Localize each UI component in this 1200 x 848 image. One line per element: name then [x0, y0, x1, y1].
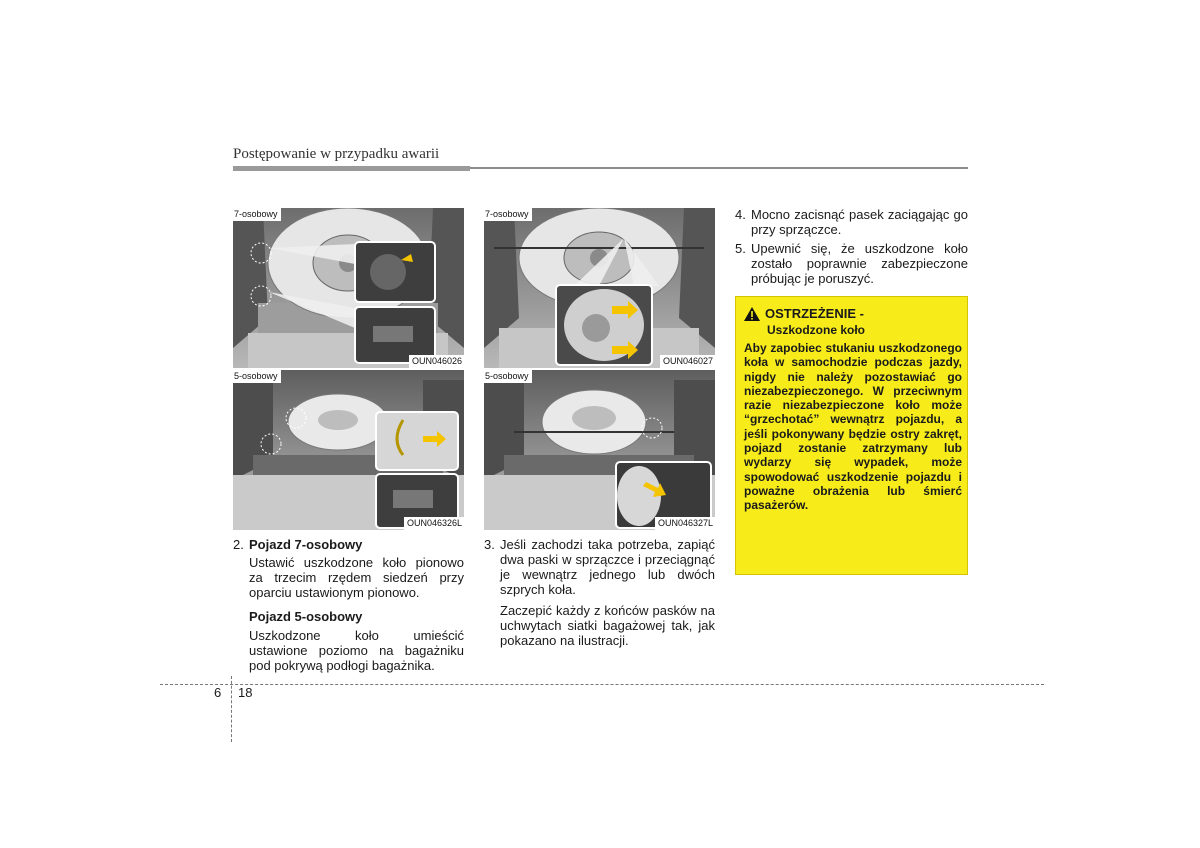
item-4-number: 4. — [735, 207, 746, 222]
warning-body: Aby zapobiec stukaniu uszkodzonego koła w samochodzie podczas jazdy, nigdy nie należy pozostawiać go niezabezpieczonego. W przeciwnym razie niezabezpieczone koło może “grzechotać” wewnątrz pojazdu, a jeśli pokonywany będzie ostry zakręt, pojazd zostanie zatrzymany lub wydarzy się wypadek, może spowodować uszkodzenie pojazdu i poważne obrażenia lub śmierć pasażerów. — [744, 341, 962, 513]
item-2-number: 2. — [233, 537, 244, 552]
col2-text — [484, 537, 715, 648]
item-2 — [233, 537, 464, 552]
figure-5-seat-wheel-flat — [233, 370, 464, 530]
item-4-text: Mocno zacisnąć pasek zaciągając go przy sprzączce. — [751, 207, 968, 237]
page-header-title: Postępowanie w przypadku awarii — [233, 146, 440, 162]
figure-code: OUN046326L — [404, 517, 464, 530]
figure-code: OUN046027 — [660, 355, 715, 368]
item-3-text: Jeśli zachodzi taka potrzeba, zapiąć dwa paski w sprzączce i przeciągnąć je wewnątrz jednego lub dwóch szprych koła. — [500, 537, 715, 597]
figure-7-seat-wheel-upright — [233, 208, 464, 368]
figure-label: 7-osobowy — [484, 208, 532, 221]
figure-label: 5-osobowy — [484, 370, 532, 383]
item-3-text-2: Zaczepić każdy z końców pasków na uchwytach siatki bagażowej tak, jak pokazano na ilustracji. — [500, 603, 715, 648]
col1-text — [233, 537, 464, 673]
col3-text — [735, 207, 968, 286]
figure-5-seat-wheel-flat-illustration — [233, 370, 464, 530]
footer-vertical-rule — [231, 676, 232, 742]
item-2-text: Ustawić uszkodzone koło pionowo za trzecim rzędem siedzeń przy oparciu ustawionym pionowo. — [249, 555, 464, 600]
chapter-number: 6 — [214, 685, 222, 700]
warning-title-text: OSTRZEŻENIE - — [765, 306, 864, 321]
figure-code: OUN046026 — [409, 355, 464, 368]
page-number: 18 — [238, 685, 253, 700]
sub-text-5-seat: Uszkodzone koło umieścić ustawione poziomo na bagażniku pod pokrywą podłogi bagażnika. — [249, 628, 464, 673]
figure-7-seat-straps — [484, 208, 715, 368]
header-rule-thick — [233, 166, 470, 171]
figure-5-seat-strap-hook — [484, 370, 715, 530]
figure-label: 5-osobowy — [233, 370, 281, 383]
warning-box — [735, 296, 968, 575]
item-5-number: 5. — [735, 241, 746, 256]
item-3 — [484, 537, 715, 597]
item-4 — [735, 207, 968, 237]
header-rule — [233, 166, 968, 171]
figure-5-seat-strap-hook-illustration — [484, 370, 715, 530]
figure-code: OUN046327L — [655, 517, 715, 530]
header-rule-thin — [470, 167, 968, 169]
figure-label: 7-osobowy — [233, 208, 281, 221]
warning-subtitle: Uszkodzone koło — [767, 323, 866, 337]
item-3-number: 3. — [484, 537, 495, 552]
figure-7-seat-wheel-upright-illustration — [233, 208, 464, 368]
item-5 — [735, 241, 968, 286]
warning-triangle-icon — [744, 307, 760, 321]
item-2-title: Pojazd 7-osobowy — [249, 537, 363, 552]
figure-7-seat-straps-illustration — [484, 208, 715, 368]
item-5-text: Upewnić się, że uszkodzone koło zostało poprawnie zabezpieczone próbując je poruszyć. — [751, 241, 968, 286]
sub-title-5-seat: Pojazd 5-osobowy — [249, 609, 363, 624]
footer-rule — [160, 684, 1044, 685]
warning-title — [744, 306, 864, 321]
